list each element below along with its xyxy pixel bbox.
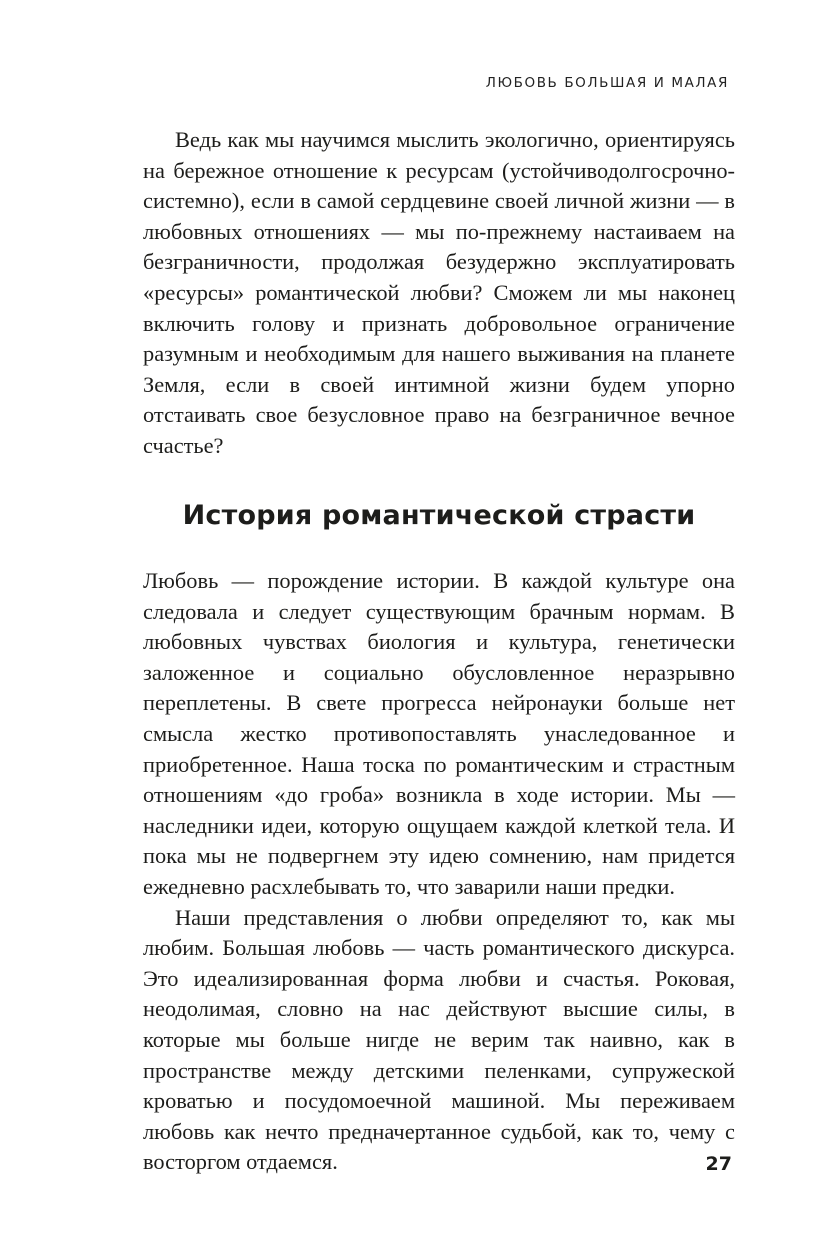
running-head: ЛЮБОВЬ БОЛЬШАЯ И МАЛАЯ <box>485 75 729 91</box>
paragraph: Ведь как мы научимся мыслить экологично, ориентируясь на бережное отношение к ресурсам (устойчиводолгосрочно-системно), если в самой сердцевине своей личной жизни — в любовных отношениях — мы по-прежнему настаиваем на безграничности, продолжая безудержно эксплуатировать «ресурсы» романтической любви? Сможем ли мы наконец включить голову и признать добровольное ограничение разумным и необходимым для нашего выживания на планете Земля, если в своей интимной жизни будем упорно отстаивать свое безусловное право на безграничное вечное счастье? <box>143 127 735 458</box>
text-block-intro <box>143 125 735 462</box>
paragraph: Наши представления о любви определяют то, как мы любим. Большая любовь — часть романтического дискурса. Это идеализированная форма любви и счастья. Роковая, неодолимая, словно на нас действуют высшие силы, в которые мы больше нигде не верим так наивно, как в пространстве между детскими пеленками, супружеской кроватью и посудомоечной машиной. Мы переживаем любовь как нечто предначертанное судьбой, как то, чему с восторгом отдаемся. <box>143 904 735 1175</box>
text-block-section <box>143 566 735 1178</box>
paragraph: Любовь — порождение истории. В каждой культуре она следовала и следует существующим брачным нормам. В любовных чувствах биология и культура, генетически заложенное и социально обусловленное неразрывно переплетены. В свете прогресса нейронауки больше нет смысла жестко противопоставлять унаследованное и приобретенное. Наша тоска по романтическим и страстным отношениям «до гроба» возникла в ходе истории. Мы — наследники идеи, которую ощущаем каждой клеткой тела. И пока мы не подвергнем эту идею сомнению, нам придется ежедневно расхлебывать то, что заварили наши предки. <box>143 568 735 899</box>
section-heading: История романтической страсти <box>182 500 696 531</box>
page-number: 27 <box>705 1153 732 1175</box>
